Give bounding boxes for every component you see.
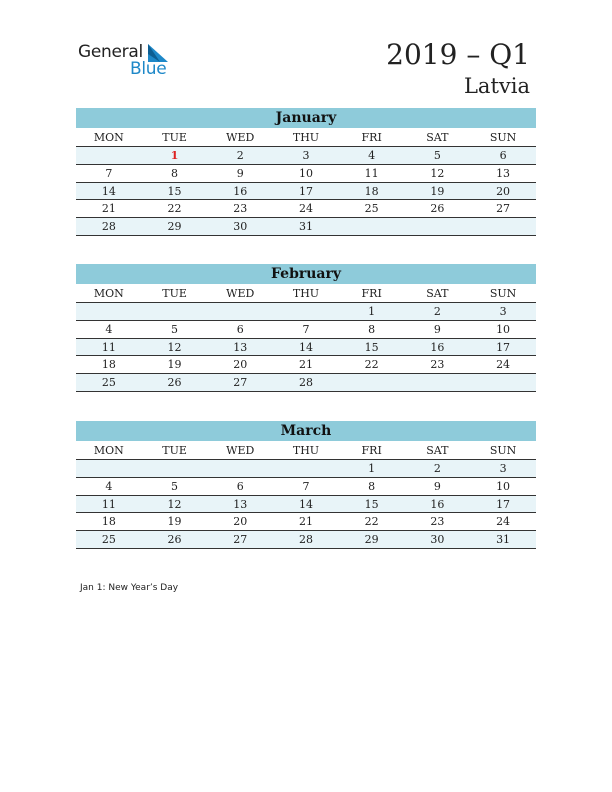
day-cell: 11 — [101, 340, 116, 354]
holiday-footnote: Jan 1: New Year’s Day — [80, 583, 179, 593]
day-cell: 21 — [101, 202, 116, 216]
weekday-label: TUE — [162, 444, 187, 457]
day-cell: 17 — [496, 340, 511, 354]
weekday-header-row — [76, 128, 536, 147]
day-cell — [405, 218, 471, 235]
day-cell: 25 — [364, 202, 379, 216]
day-cell: 3 — [499, 305, 507, 318]
weekday-label: FRI — [361, 444, 382, 457]
day-cell: 30 — [233, 220, 248, 234]
day-cell: 20 — [233, 358, 248, 372]
day-cell: 25 — [101, 376, 116, 390]
day-cell: 24 — [496, 358, 511, 372]
day-cell — [273, 303, 339, 320]
day-cell: 7 — [302, 322, 310, 336]
week-row — [76, 460, 536, 478]
day-cell: 31 — [298, 220, 313, 234]
day-cell: 4 — [105, 479, 113, 493]
weekday-label: FRI — [361, 287, 382, 300]
day-cell: 10 — [496, 479, 511, 493]
day-cell: 3 — [302, 149, 310, 162]
weekday-label: MON — [93, 131, 124, 144]
weekday-label: FRI — [361, 131, 382, 144]
page-title: 2019 – Q1 — [386, 38, 530, 71]
day-cell: 10 — [298, 166, 313, 180]
day-cell: 17 — [298, 184, 313, 198]
day-cell: 30 — [430, 533, 445, 547]
month-march — [76, 421, 536, 549]
day-cell: 28 — [298, 533, 313, 547]
day-cell: 31 — [496, 533, 511, 547]
day-cell: 14 — [101, 184, 116, 198]
day-cell: 2 — [433, 462, 441, 475]
month-title: February — [76, 264, 536, 284]
day-cell: 21 — [298, 515, 313, 529]
day-cell: 18 — [364, 184, 379, 198]
week-row — [76, 339, 536, 357]
country-name: Latvia — [463, 74, 530, 98]
day-cell: 13 — [233, 497, 248, 511]
week-row — [76, 321, 536, 339]
weekday-label: SAT — [426, 131, 449, 144]
day-cell: 5 — [171, 322, 179, 336]
day-cell: 14 — [298, 497, 313, 511]
day-cell — [339, 218, 405, 235]
day-cell: 6 — [236, 479, 244, 493]
week-row — [76, 374, 536, 392]
day-cell: 22 — [364, 515, 379, 529]
day-cell: 16 — [430, 340, 445, 354]
day-cell: 13 — [496, 166, 511, 180]
day-cell: 27 — [233, 533, 248, 547]
day-cell: 1 — [368, 305, 376, 318]
day-cell — [142, 460, 208, 477]
weekday-label: WED — [226, 444, 255, 457]
weekday-label: SAT — [426, 444, 449, 457]
logo — [78, 42, 188, 80]
weekday-header-row — [76, 441, 536, 460]
day-cell — [76, 460, 142, 477]
day-cell: 6 — [499, 149, 507, 162]
day-cell: 16 — [233, 184, 248, 198]
week-row — [76, 183, 536, 201]
weekday-label: WED — [226, 287, 255, 300]
day-cell: 8 — [368, 322, 376, 336]
day-cell: 28 — [101, 220, 116, 234]
day-cell: 19 — [167, 515, 182, 529]
week-row — [76, 478, 536, 496]
week-row — [76, 496, 536, 514]
day-cell: 9 — [236, 166, 244, 180]
day-cell: 27 — [496, 202, 511, 216]
day-cell: 13 — [233, 340, 248, 354]
day-cell: 7 — [302, 479, 310, 493]
month-february — [76, 264, 536, 392]
day-cell — [76, 303, 142, 320]
day-cell: 4 — [368, 149, 376, 162]
day-cell: 14 — [298, 340, 313, 354]
day-cell — [207, 303, 273, 320]
logo-word-general: General — [78, 42, 143, 62]
day-cell: 23 — [430, 358, 445, 372]
day-cell: 1 — [170, 149, 179, 162]
day-cell: 6 — [236, 322, 244, 336]
day-cell: 1 — [368, 462, 376, 475]
day-cell: 17 — [496, 497, 511, 511]
weekday-header-row — [76, 284, 536, 303]
day-cell: 22 — [167, 202, 182, 216]
day-cell: 5 — [433, 149, 441, 162]
week-row — [76, 513, 536, 531]
day-cell: 24 — [496, 515, 511, 529]
day-cell: 28 — [298, 376, 313, 390]
day-cell: 11 — [364, 166, 379, 180]
week-row — [76, 531, 536, 549]
day-cell — [142, 303, 208, 320]
week-row — [76, 200, 536, 218]
month-january — [76, 108, 536, 236]
day-cell: 2 — [433, 305, 441, 318]
day-cell: 23 — [233, 202, 248, 216]
day-cell — [207, 460, 273, 477]
day-cell: 12 — [430, 166, 445, 180]
weekday-label: SAT — [426, 287, 449, 300]
day-cell: 18 — [101, 515, 116, 529]
day-cell: 26 — [167, 376, 182, 390]
day-cell: 9 — [433, 322, 441, 336]
day-cell: 7 — [105, 166, 113, 180]
weekday-label: SUN — [489, 444, 517, 457]
day-cell — [405, 374, 471, 391]
day-cell: 15 — [364, 340, 379, 354]
week-row — [76, 218, 536, 236]
day-cell: 20 — [233, 515, 248, 529]
day-cell: 26 — [167, 533, 182, 547]
week-row — [76, 165, 536, 183]
logo-word-blue: Blue — [130, 59, 167, 79]
day-cell: 8 — [171, 166, 179, 180]
weekday-label: SUN — [489, 287, 517, 300]
day-cell — [470, 218, 536, 235]
day-cell: 3 — [499, 462, 507, 475]
week-row — [76, 147, 536, 165]
weekday-label: WED — [226, 131, 255, 144]
day-cell: 27 — [233, 376, 248, 390]
day-cell — [339, 374, 405, 391]
day-cell: 10 — [496, 322, 511, 336]
day-cell: 19 — [430, 184, 445, 198]
weekday-label: TUE — [162, 131, 187, 144]
day-cell: 23 — [430, 515, 445, 529]
day-cell: 21 — [298, 358, 313, 372]
day-cell: 5 — [171, 479, 179, 493]
weekday-label: THU — [292, 444, 320, 457]
weekday-label: MON — [93, 444, 124, 457]
day-cell: 24 — [298, 202, 313, 216]
day-cell: 4 — [105, 322, 113, 336]
month-title: January — [76, 108, 536, 128]
weekday-label: THU — [292, 287, 320, 300]
day-cell: 12 — [167, 340, 182, 354]
day-cell: 26 — [430, 202, 445, 216]
day-cell: 18 — [101, 358, 116, 372]
day-cell — [470, 374, 536, 391]
day-cell: 9 — [433, 479, 441, 493]
weekday-label: TUE — [162, 287, 187, 300]
day-cell: 15 — [167, 184, 182, 198]
day-cell: 19 — [167, 358, 182, 372]
day-cell: 12 — [167, 497, 182, 511]
weekday-label: THU — [292, 131, 320, 144]
day-cell — [76, 147, 142, 164]
month-title: March — [76, 421, 536, 441]
day-cell: 29 — [167, 220, 182, 234]
day-cell: 22 — [364, 358, 379, 372]
day-cell: 11 — [101, 497, 116, 511]
day-cell: 20 — [496, 184, 511, 198]
week-row — [76, 356, 536, 374]
week-row — [76, 303, 536, 321]
day-cell: 25 — [101, 533, 116, 547]
day-cell: 29 — [364, 533, 379, 547]
day-cell: 2 — [236, 149, 244, 162]
day-cell: 16 — [430, 497, 445, 511]
day-cell — [273, 460, 339, 477]
weekday-label: SUN — [489, 131, 517, 144]
weekday-label: MON — [93, 287, 124, 300]
day-cell: 8 — [368, 479, 376, 493]
day-cell: 15 — [364, 497, 379, 511]
